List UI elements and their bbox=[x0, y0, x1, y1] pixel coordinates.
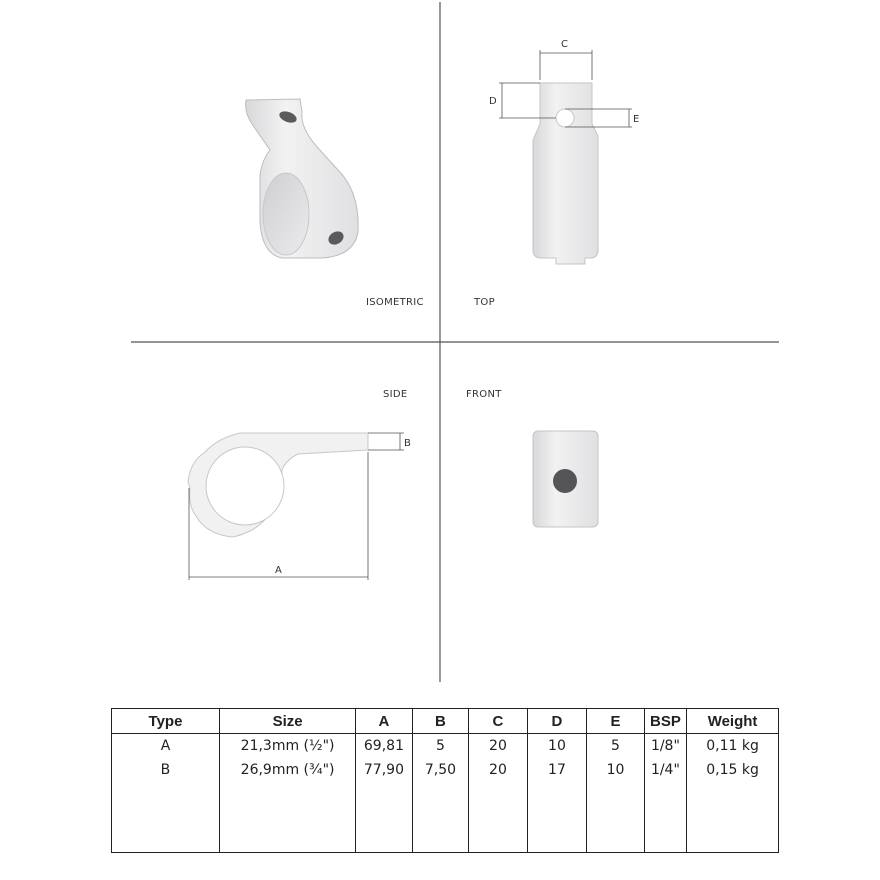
table-empty-row bbox=[112, 782, 779, 853]
header-c: C bbox=[469, 709, 528, 734]
table-row bbox=[112, 734, 779, 759]
cell-type: B bbox=[112, 758, 220, 782]
label-side: SIDE bbox=[383, 389, 408, 400]
cell-bsp: 1/8" bbox=[644, 734, 686, 759]
cell-size: 21,3mm (½") bbox=[219, 734, 355, 759]
header-size: Size bbox=[219, 709, 355, 734]
isometric-view bbox=[246, 99, 359, 258]
dim-a-label: A bbox=[275, 565, 282, 576]
front-view bbox=[533, 431, 598, 527]
cell-a: 69,81 bbox=[356, 734, 413, 759]
cell-bsp: 1/4" bbox=[644, 758, 686, 782]
cell-c: 20 bbox=[469, 734, 528, 759]
specification-table bbox=[111, 708, 779, 853]
dim-d-label: D bbox=[489, 96, 497, 107]
cell-b: 7,50 bbox=[412, 758, 469, 782]
cell-c: 20 bbox=[469, 758, 528, 782]
table-row bbox=[112, 758, 779, 782]
cell-e: 10 bbox=[587, 758, 645, 782]
dim-b-label: B bbox=[404, 438, 411, 449]
top-view bbox=[499, 50, 632, 264]
header-a: A bbox=[356, 709, 413, 734]
header-type: Type bbox=[112, 709, 220, 734]
header-bsp: BSP bbox=[644, 709, 686, 734]
label-top: TOP bbox=[474, 297, 495, 308]
header-weight: Weight bbox=[687, 709, 779, 734]
cell-weight: 0,11 kg bbox=[687, 734, 779, 759]
dim-e-label: E bbox=[633, 114, 640, 125]
header-b: B bbox=[412, 709, 469, 734]
cell-e: 5 bbox=[587, 734, 645, 759]
label-front: FRONT bbox=[466, 389, 502, 400]
cell-d: 17 bbox=[527, 758, 587, 782]
header-d: D bbox=[527, 709, 587, 734]
dim-c-label: C bbox=[561, 39, 568, 50]
cell-a: 77,90 bbox=[356, 758, 413, 782]
cell-b: 5 bbox=[412, 734, 469, 759]
cell-type: A bbox=[112, 734, 220, 759]
cell-size: 26,9mm (¾") bbox=[219, 758, 355, 782]
cell-d: 10 bbox=[527, 734, 587, 759]
table-header-row bbox=[112, 709, 779, 734]
side-view bbox=[188, 433, 404, 580]
header-e: E bbox=[587, 709, 645, 734]
cell-weight: 0,15 kg bbox=[687, 758, 779, 782]
label-isometric: ISOMETRIC bbox=[366, 297, 424, 308]
